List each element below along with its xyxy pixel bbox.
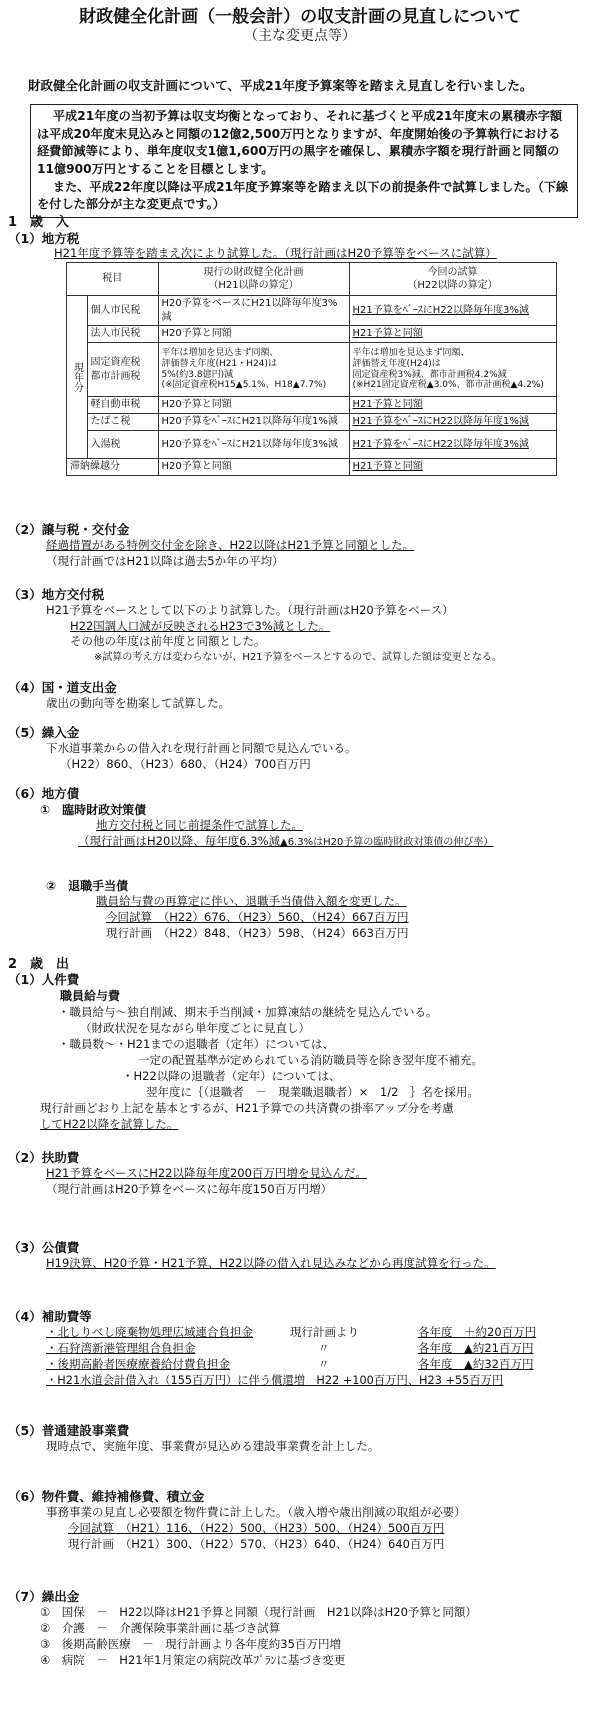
- tax-table-header-row: [67, 263, 557, 296]
- goods-line-2: 今回試算 （H21）116、（H22）500、（H23）500、（H24）500百万円: [68, 1521, 445, 1535]
- page-subtitle: （主な変更点等）: [244, 28, 356, 44]
- tax-row-new: H21予算をﾍﾞｰｽにH22以降毎年度1%減: [349, 414, 556, 431]
- subsidy-row-2-ref: 〃: [318, 1341, 330, 1355]
- temp-fiscal-bond-line-1: 地方交付税と同じ前提条件で試算した。: [96, 818, 303, 832]
- construction-heading: （5）普通建設事業費: [8, 1423, 130, 1438]
- transfers-out-heading: （7）繰出金: [8, 1589, 80, 1604]
- tax-row-name: 個人市民税: [87, 296, 158, 326]
- personnel-heading: （1）人件費: [8, 972, 80, 987]
- welfare-line-2: （現行計画はH20予算をベースに毎年度150百万円増）: [46, 1182, 333, 1196]
- national-subsidy-heading: （4）国・道支出金: [8, 680, 117, 695]
- tax-header-current: 現行の財政健全化計画 （H21以降の算定）: [158, 263, 349, 296]
- tax-row-new: H21予算と同額: [349, 397, 556, 414]
- welfare-line-1: H21予算をベースにH22以降毎年度200百万円増を見込んだ。: [46, 1166, 367, 1180]
- personnel-line-6: 翌年度に｛（退職者 － 現業職退職者）× 1/2 ｝名を採用。: [146, 1085, 479, 1099]
- table-row: [67, 431, 557, 459]
- subsidy-row-2-value: 各年度 ▲約21百万円: [418, 1341, 534, 1355]
- temp-fiscal-bond-label: ① 臨時財政対策債: [40, 803, 147, 817]
- personnel-line-2: （財政状況を見ながら単年度ごとに見直し）: [80, 1021, 310, 1035]
- subsidy-row-3-ref: 〃: [318, 1357, 330, 1371]
- personnel-line-3: ・職員数〜・H21までの退職者（定年）については、: [58, 1037, 335, 1051]
- table-row: [67, 414, 557, 431]
- summary-paragraph-2: また、平成22年度以降は平成21年度予算案等を踏まえ以下の前提条件で試算しました。（下線を付した部分が主な変更点です。）: [37, 179, 569, 212]
- transfers-out-item-1: ① 国保 － H22以降はH21予算と同額（現行計画 H21以降はH20予算と同額）: [40, 1605, 477, 1619]
- tax-row-current: 平年は増加を見込まず同額、 評価替え年度(H21・H24)は 5%(約3.8億円)減 (※固定資産税H15▲5.1%、H18▲7.7%): [158, 343, 349, 397]
- tax-row-current: H20予算と同額: [158, 459, 349, 476]
- goods-line-3: 現行計画 （H21）300、（H22）570、（H23）640、（H24）640百万円: [68, 1537, 445, 1551]
- allocation-tax-line-1: H21予算をベースとして以下のより試算した。（現行計画はH20予算をベース）: [46, 603, 454, 617]
- tax-row-current: H20予算と同額: [158, 326, 349, 343]
- tax-table: [66, 262, 557, 476]
- retirement-bond-line-2: 今回試算 （H22）676、（H23）560、（H24）667百万円: [106, 910, 409, 924]
- welfare-heading: （2）扶助費: [8, 1150, 80, 1165]
- tax-row-new: 平年は増加を見込まず同額、 評価替え年度(H24)は 固定資産税3%減、都市計画税4.2%減 (※H21固定資産税▲3.0%、都市計画税▲4.2%): [349, 343, 556, 397]
- tax-row-name: 入湯税: [87, 431, 158, 459]
- table-row: [67, 296, 557, 326]
- transfer-tax-line-1: 経過措置がある特例交付金を除き、H22以降はH21予算と同額とした。: [46, 538, 415, 552]
- table-row: [67, 326, 557, 343]
- transfers-in-heading: （5）繰入金: [8, 725, 80, 740]
- subsidy-row-1-value: 各年度 ＋約20百万円: [418, 1325, 537, 1339]
- table-row: [67, 459, 557, 476]
- personnel-line-7: 現行計画どおり上記を基本とするが、H21予算での共済費の掛率アップ分を考慮: [40, 1101, 454, 1115]
- transfers-in-line-1: 下水道事業からの借入れを現行計画と同額で見込んでいる。: [46, 741, 357, 755]
- personnel-line-4: 一定の配置基準が定められている消防職員等を除き翌年度不補充。: [138, 1053, 483, 1067]
- transfers-out-item-4: ④ 病院 － H21年1月策定の病院改革ﾌﾟﾗﾝに基づき変更: [40, 1653, 346, 1667]
- subsidy-row-3-item: ・後期高齢者医療療養給付費負担金: [46, 1357, 230, 1371]
- summary-paragraph-1: 平成21年度の当初予算は収支均衡となっており、それに基づくと平成21年度末の累積赤字額は平成20年度末見込みと同額の12億2,500万円となりますが、年度開始後の予算執行における経費節減等により、単年度収支1億1,600万円の黒字を確保し、累積赤字額を現行計画と同額の11億900万円とすることを目標とします。: [37, 109, 563, 177]
- construction-line-1: 現時点で、実施年度、事業費が見込める建設事業費を計上した。: [46, 1439, 380, 1453]
- personnel-line-1: ・職員給与〜独自削減、期末手当削減・加算凍結の継続を見込んでいる。: [58, 1005, 438, 1019]
- subsidy-row-2-item: ・石狩湾新港管理組合負担金: [46, 1341, 196, 1355]
- tax-row-name: 滞納繰越分: [67, 459, 159, 476]
- tax-row-current: H20予算をﾍﾞｰｽにH21以降毎年度3%減: [158, 431, 349, 459]
- tax-row-new: H21予算をﾍﾞｰｽにH22以降毎年度3%減: [349, 431, 556, 459]
- tax-row-name: 固定資産税 都市計画税: [87, 343, 158, 397]
- section-expenditure-heading: 2 歳 出: [8, 957, 70, 972]
- goods-heading: （6）物件費、維持補修費、積立金: [8, 1489, 205, 1504]
- retirement-bond-line-1: 職員給与費の再算定に伴い、退職手当債借入額を変更した。: [96, 894, 407, 908]
- retirement-bond-line-3: 現行計画 （H22）848、（H23）598、（H24）663百万円: [106, 926, 409, 940]
- tax-row-new: H21予算をﾍﾞｰｽにH22以降毎年度3%減: [349, 296, 556, 326]
- allocation-tax-line-3: その他の年度は前年度と同額とした。: [70, 634, 266, 648]
- section-revenue-heading: 1 歳 入: [8, 215, 70, 230]
- personnel-line-8: してH22以降を試算した。: [40, 1117, 179, 1131]
- allocation-tax-note: ※試算の考え方は変わらないが、H21予算をベースとするので、試算した額は変更となる。: [94, 652, 502, 663]
- page-title: 財政健全化計画（一般会計）の収支計画の見直しについて: [79, 7, 521, 27]
- tax-row-name: 軽自動車税: [87, 397, 158, 414]
- transfers-in-line-2: （H22）860、（H23）680、（H24）700百万円: [60, 757, 311, 771]
- intro-text: 財政健全化計画の収支計画について、平成21年度予算案等を踏まえ見直しを行いました。: [28, 78, 533, 93]
- retirement-bond-label: ② 退職手当債: [46, 879, 129, 893]
- personnel-line-5: ・H22以降の退職者（定年）については、: [122, 1069, 341, 1083]
- table-row: [67, 343, 557, 397]
- local-tax-text: H21年度予算等を踏まえ次により試算した。（現行計画はH20予算等をベースに試算）: [54, 246, 497, 260]
- allocation-tax-heading: （3）地方交付税: [8, 587, 105, 602]
- debt-service-heading: （3）公債費: [8, 1240, 80, 1255]
- tax-row-name: 法人市民税: [87, 326, 158, 343]
- table-row: [67, 397, 557, 414]
- transfers-out-item-3: ③ 後期高齢医療 － 現行計画より各年度約35百万円増: [40, 1637, 341, 1651]
- temp-fiscal-bond-line-2-main: （現行計画はH20以降、毎年度6.3%減: [78, 834, 280, 848]
- tax-row-new: H21予算と同額: [349, 326, 556, 343]
- transfer-tax-line-2: （現行計画ではH21以降は過去5か年の平均）: [46, 554, 284, 568]
- subsidy-row-1-ref: 現行計画より: [290, 1325, 359, 1339]
- personnel-label: 職員給与費: [60, 989, 121, 1003]
- tax-header-item: 税目: [67, 263, 159, 296]
- tax-row-current: H20予算をﾍﾞｰｽにH21以降毎年度1%減: [158, 414, 349, 431]
- subsidies-heading: （4）補助費等: [8, 1309, 92, 1324]
- local-bonds-heading: （6）地方債: [8, 786, 80, 801]
- tax-header-new: 今回の試算 （H22以降の算定）: [349, 263, 556, 296]
- tax-row-new: H21予算と同額: [349, 459, 556, 476]
- tax-group-label: 現年分: [67, 296, 88, 459]
- temp-fiscal-bond-line-2: [78, 834, 493, 850]
- allocation-tax-line-2: H22国調人口減が反映されるH23で3%減とした。: [70, 619, 331, 633]
- temp-fiscal-bond-note: ▲6.3%はH20予算の臨時財政対策債の伸び率）: [280, 837, 494, 848]
- tax-row-current: H20予算と同額: [158, 397, 349, 414]
- local-tax-heading: （1）地方税: [8, 231, 80, 246]
- national-subsidy-line-1: 歳出の動向等を勘案して試算した。: [46, 696, 230, 710]
- transfers-out-item-2: ② 介護 － 介護保険事業計画に基づき試算: [40, 1621, 281, 1635]
- subsidy-last-line: ・H21水道会計借入れ（155百万円）に伴う償還増 H22 +100百万円、H23 +55百万円: [46, 1374, 504, 1387]
- subsidy-row-1-item: ・北しりべし廃棄物処理広域連合負担金: [46, 1325, 253, 1339]
- tax-row-current: H20予算をベースにH21以降毎年度3%減: [158, 296, 349, 326]
- debt-service-line-1: H19決算、H20予算・H21予算、H22以降の借入れ見込みなどから再度試算を行った。: [46, 1256, 496, 1270]
- transfer-tax-heading: （2）譲与税・交付金: [8, 522, 130, 537]
- subsidy-row-3-value: 各年度 ▲約32百万円: [418, 1357, 534, 1371]
- goods-line-1: 事務事業の見直し必要額を物件費に計上した。（歳入増や歳出削減の取組が必要）: [46, 1505, 466, 1519]
- summary-box: [30, 104, 578, 218]
- tax-row-name: たばこ税: [87, 414, 158, 431]
